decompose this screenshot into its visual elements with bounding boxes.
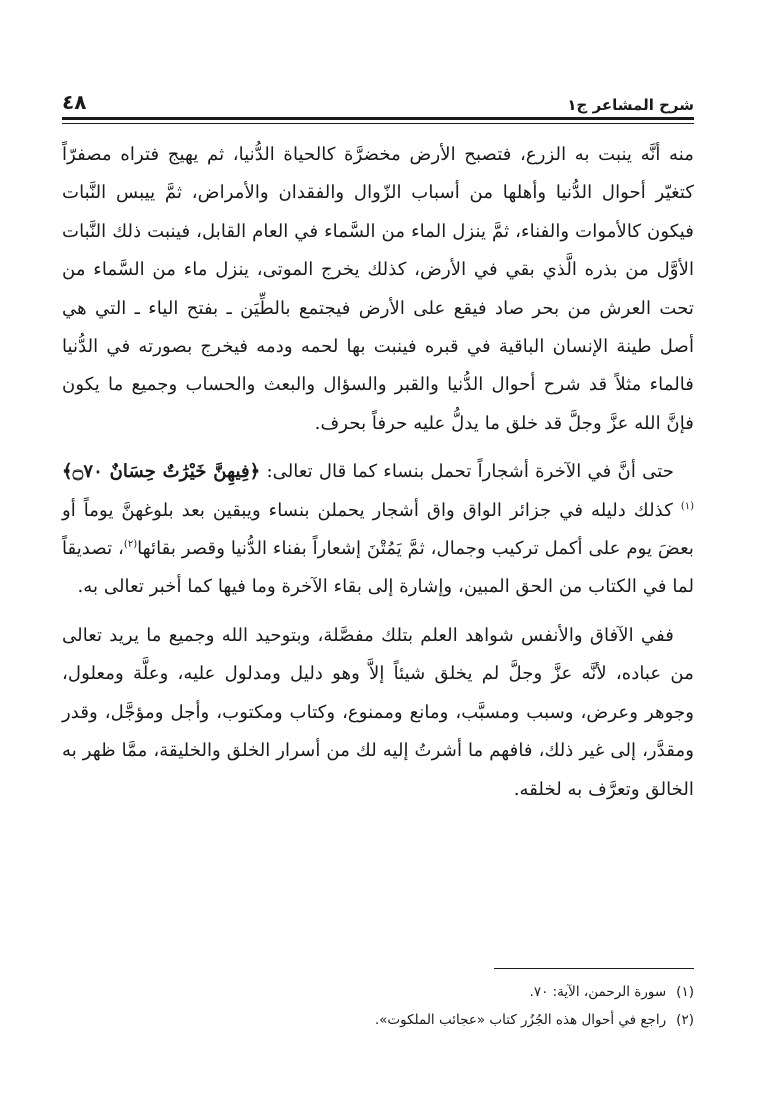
- footnotes: [62, 978, 694, 1034]
- running-head: [62, 80, 694, 114]
- paragraph-2: [62, 453, 694, 607]
- footnote-number: (٢): [676, 1012, 694, 1028]
- paragraph-2-end: ، تصديقاً لما في الكتاب من الحق المبين، وإشارة إلى بقاء الآخرة وما فيها كما أخبر تعالى به.: [62, 538, 694, 598]
- paragraph-2-start: حتى أنَّ في الآخرة أشجاراً تحمل بنساء كما قال تعالى:: [260, 461, 674, 483]
- footnote-1: [62, 978, 694, 1006]
- book-title: شرح المشاعر ج١: [567, 96, 694, 114]
- footnote-text: سورة الرحمن، الآية: ٧٠.: [529, 984, 667, 1000]
- footnote-ref-2[interactable]: (٢): [123, 539, 138, 550]
- footnote-separator: [494, 968, 694, 969]
- header-rule-thick: [62, 117, 694, 120]
- paragraph-3: ففي الآفاق والأنفس شواهد العلم بتلك مفصَّلة، وبتوحيد الله وجميع ما يريد تعالى من عباده، لأنَّه عزَّ وجلَّ لم يخلق شيئاً إلاَّ وهو دليل ومدلول عليه، وعلَّة ومعلول، وجوهر وعرض، وسبب ومسبَّب، ومانع وممنوع، وكتاب ومكتوب، وأجل ومؤجَّل، وقدر ومقدَّر، إلى غير ذلك، فافهم ما أشرتُ إليه لك من أسرار الخلق والخليقة، ممَّا ظهر به الخالق وتعرَّف به لخلقه.: [62, 624, 694, 800]
- page-number: ٤٨: [62, 90, 87, 114]
- footnote-text: راجع في أحوال هذه الجُزُر كتاب «عجائب الملكوت».: [374, 1012, 667, 1028]
- paragraph-2-mid: كذلك دليله في جزائر الواق واق أشجار يحملن بنساء ويبقين بعد بلوغهنَّ يوماً أو بعضَ يوم على أكمل تركيب وجمال، ثمَّ يَمُتْنَ إشعاراً بفناء الدُّنيا وقصر بقائها: [62, 499, 694, 560]
- quran-verse: ﴿فِيهِنَّ خَيْرَٰتٌ حِسَانٌ ۝٧٠﴾: [62, 461, 261, 483]
- footnote-ref-1[interactable]: (١): [680, 500, 694, 512]
- footnote-number: (١): [676, 984, 694, 1000]
- footnote-2: [62, 1006, 694, 1034]
- header-rule-thin: [62, 123, 694, 124]
- paragraph-1: منه أنَّه ينبت به الزرع، فتصبح الأرض مخضرَّة كالحياة الدُّنيا، ثم يهيج فتراه مصفرّاً كتغيّر أحوال الدُّنيا وأهلها من أسباب الزّوال والفقدان والأمراض، ثمَّ ييبس النَّبات فيكون كالأموات والفناء، ثمَّ ينزل الماء من السَّماء في العام القابل، فينبت ذلك النَّبات الأوَّل من بذره الَّذي بقي في الأرض، كذلك يخرج الموتى، ينزل ماء من السَّماء من تحت العرش من بحر صاد فيقع على الأرض فيجتمع بالطِّيَن ـ بفتح الياء ـ التي هي أصل طينة الإنسان الباقية في قبره فينبت بها لحمه ودمه فيخرج بصورته في الدُّنيا فالماء مثلاً قد شرح أحوال الدُّنيا والقبر والسؤال والبعث والحساب وجميع ما يكون فإنَّ الله عزَّ وجلَّ قد خلق ما يدلُّ عليه حرفاً بحرف.: [62, 144, 694, 434]
- body-text: [62, 136, 694, 809]
- book-page: [62, 0, 694, 1119]
